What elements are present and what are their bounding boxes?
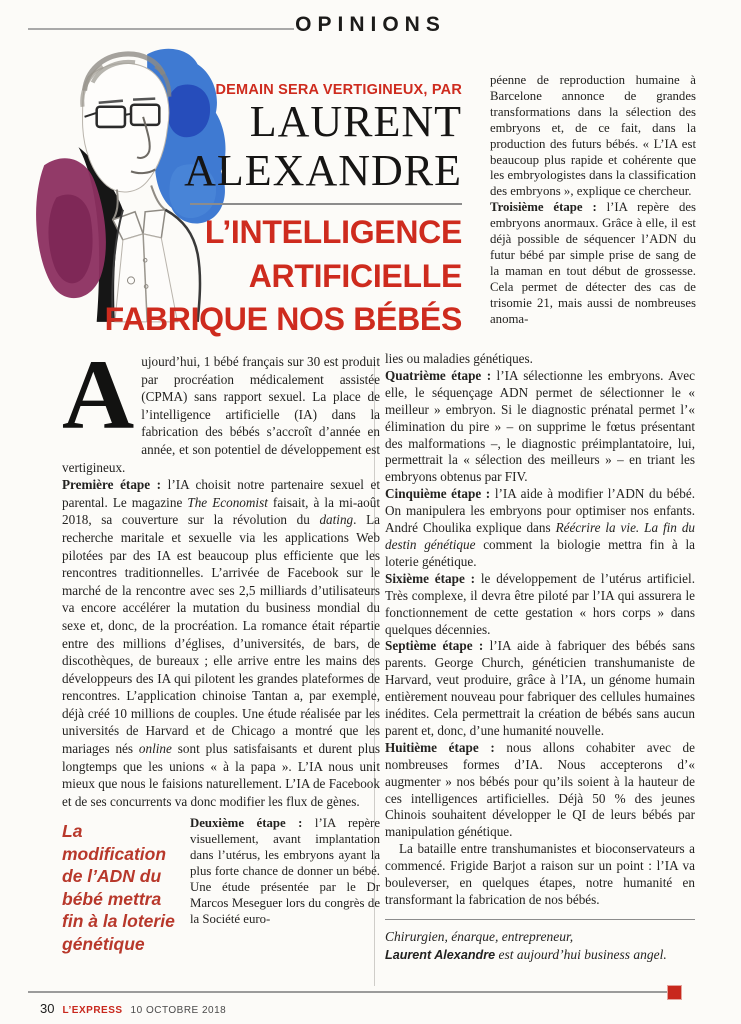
page-number: 30 xyxy=(40,1001,55,1016)
bottom-rule xyxy=(28,991,670,993)
page-footer xyxy=(40,1001,226,1016)
paragraph: Troisième étape : l’IA repère des embryons anormaux. Grâce à elle, il est déjà possible de séquencer l’ADN du futur bébé par simple prise de sang de la maman en tout début de grossesse. Cela permet de détecter des cas de trisomie 21, mais aussi de nombreuses anoma- xyxy=(490,200,697,326)
bio-line1: Chirurgien, énarque, entrepreneur, xyxy=(385,929,574,945)
pull-quote: La modification de l’ADN du bébé mettra fin à la loterie génétique xyxy=(62,821,175,954)
author-bio xyxy=(385,928,695,964)
paragraph-closing: La bataille entre transhumanistes et bioconservateurs a commencé. Frigide Barjot a raison sur un point : l’IA va bouleverser, en quelques étapes, notre humanité en transformant la fabrication de nos bébés. xyxy=(385,841,695,907)
paragraph: Première étape : l’IA choisit notre partenaire sexuel et parental. Le magazine The Economist faisait, à la mi-août 2018, sa couverture sur la révolution du dating. La recherche maritale et sexuelle via les applications Web pilotées par des IA est beaucoup plus efficiente que les rencontres traditionnelles. L’arrivée de Facebook sur le marché de la rencontre avec ses 2,5 milliards d’utilisateurs va encore accélérer la mutation du business mondial du sexe et, donc, de la procréation. La romance était répartie entre des millions d’églises, d’universités, de bars, de discothèques, de bureaux ; elle arrive entre les mains des développeurs des IA qui pilotent les grandes plateformes de rencontres. L’application chinoise Tantan a, par exemple, déjà créé 10 millions de couples. Une étude réalisée par les universités de Harvard et de Chicago a montré que les mariages nés online sont plus satisfaisants et durent plus longtemps que les unions « à la papa ». L’IA nous unit mieux que nous le faisions naturellement. L’IA de Facebook et de ses concurrents va donc modifier les flux de gènes. xyxy=(62,477,380,809)
article-title-line2: ARTIFICIELLE xyxy=(248,257,462,294)
paragraph: péenne de reproduction humaine à Barcelone annonce de grandes transformations dans la sélection des embryons et, de ce fait, dans la production des futurs bébés. « L’IA est beaucoup plus rapide et cohérente que les embryologistes dans la classification des embryons », explique ce chercheur. xyxy=(490,73,696,199)
paragraph: Septième étape : l’IA aide à fabriquer des bébés sans parents. George Church, généticien transhumaniste de Harvard, veut produire, grâce à l’IA, un génome humain entièrement nouveau pour fabriquer des cellules humaines inédites. Cela permettrait la création de bébés sans aucun parent et, donc, d’une humanité nouvelle. xyxy=(385,638,696,738)
article-end-marker xyxy=(667,985,682,1000)
column-mid-narrow xyxy=(190,816,380,955)
author-rule xyxy=(190,203,462,205)
article-title-line1: L’INTELLIGENCE xyxy=(204,214,462,250)
article-title-line3: FABRIQUE NOS BÉBÉS xyxy=(104,301,462,337)
section-header: OPINIONS xyxy=(295,13,446,36)
paragraph: lies ou maladies génétiques. xyxy=(385,351,533,366)
paragraph: Quatrième étape : l’IA sélectionne les embryons. Avec elle, le séquençage ADN permet de sélectionner le « meilleur » embryon. Si le diagnostic prénatal permet l’« élimination du pire » – on supprime le fœtus présentant des malformations –, le diagnostic préimplantatoire, lui, permettrait la « sélection des meilleurs » – en triant les embryons obtenus par FIV. xyxy=(385,367,695,485)
paragraph: Cinquième étape : l’IA aide à modifier l’ADN du bébé. On manipulera les embryons pour optimiser nos enfants. André Choulika explique dans Réécrire la vie. La fin du destin génétique comment la biologie mettra fin à la loterie génétique. xyxy=(385,486,696,569)
author-name-line2: ALEXANDRE xyxy=(184,146,462,195)
paragraph: Huitième étape : nous allons cohabiter avec de nombreuses formes d’IA. Nous accepterons d’« augmenter » nos bébés pour qu’ils soient à la hauteur de ces intelligences artificielles. Déjà 50 % des jeunes Chinois souhaitent développer le QI de leurs bébés par manipulation génétique. xyxy=(385,739,696,840)
paragraph: Deuxième étape : l’IA repère visuellement, avant implantation dans l’utérus, les embryons ayant la plus forte chance de donner un bébé. Une étude présentée par le Dr Marcos Meseguer lors du congrès de la Société euro- xyxy=(190,816,380,926)
bio-rule xyxy=(385,919,695,921)
column-left xyxy=(62,339,380,955)
column-top-right xyxy=(490,73,696,328)
drop-cap: A xyxy=(62,339,135,450)
issue-date: 10 OCTOBRE 2018 xyxy=(130,1005,227,1016)
magazine-name: L’EXPRESS xyxy=(62,1005,123,1016)
quote-and-text-row xyxy=(62,816,380,955)
column-kicker: DEMAIN SERA VERTIGINEUX, PAR xyxy=(215,82,462,98)
author-name-line1: LAURENT xyxy=(249,97,462,146)
article-title xyxy=(70,211,462,342)
author-name xyxy=(120,97,462,195)
bio-line2: Laurent Alexandre est aujourd’hui business angel. xyxy=(385,946,667,962)
paragraph: Sixième étape : le développement de l’utérus artificiel. Très complexe, il devra être piloté par l’IA qui assurera le fonctionnement de cette gestation « hors corps » dans quelques décennies. xyxy=(385,570,695,637)
paragraph-intro: Aujourd’hui, 1 bébé français sur 30 est produit par procréation médicalement assistée (CPMA) sans rapport sexuel. La place de l’intelligence artificielle (IA) dans la fabrication des bébés s’accroît d’année en année, et son potentiel de développement est vertigineux. xyxy=(62,339,380,475)
column-right xyxy=(385,351,695,964)
